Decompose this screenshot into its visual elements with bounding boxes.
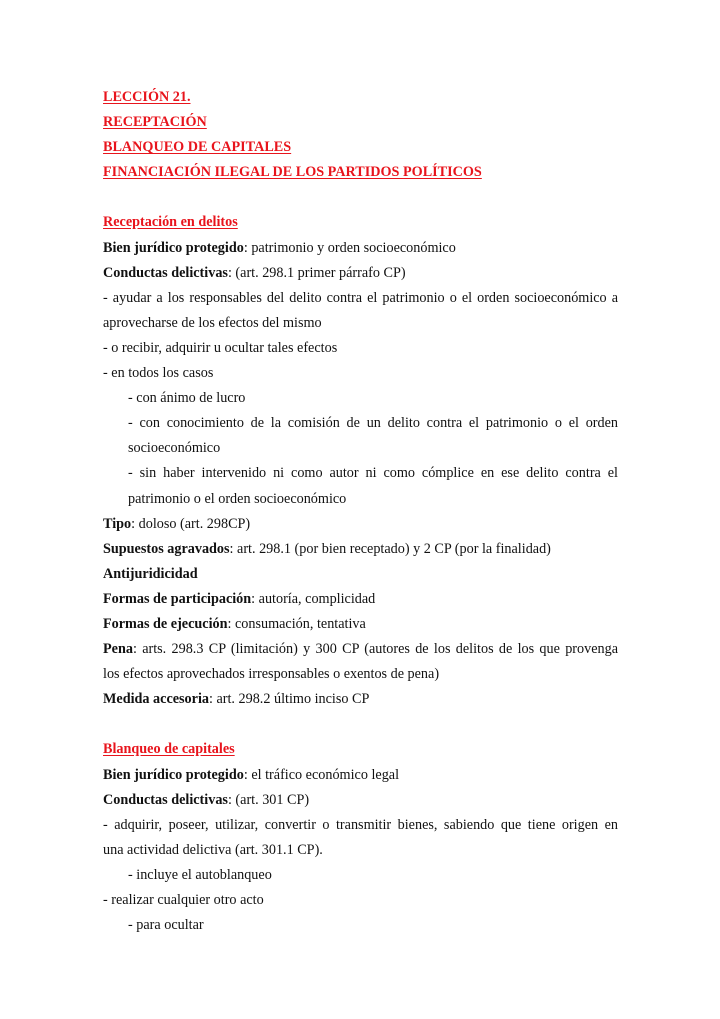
spacer [103,185,618,210]
list-item-cont: una actividad delictiva (art. 301.1 CP). [103,841,323,858]
sub-item: - con ánimo de lucro [128,390,246,407]
sub-item: - incluye el autoblanqueo [128,866,272,883]
value: : (art. 298.1 primer párrafo CP) [227,264,406,281]
medida-line [103,687,618,712]
value: : (art. 301 CP) [227,791,310,808]
spacer [103,712,618,737]
sub-item: - sin haber intervenido ni como autor ni como cómplice en ese delito contra el [128,465,618,482]
label: Medida accesoria [103,691,209,708]
list-item: - realizar cualquier otro acto [103,892,264,908]
label: Conductas delictivas [103,264,228,281]
pena-line-cont: los efectos aprovechados irresponsables o exentos de pena) [103,666,440,683]
value: : art. 298.2 último inciso CP [208,691,370,708]
label: Antijuridicidad [103,565,198,582]
ejecucion-line [103,612,618,637]
heading-leccion: LECCIÓN 21. [103,89,191,105]
label: Formas de participación [103,590,252,607]
value: : consumación, tentativa [227,615,366,632]
list-item-cont: aprovecharse de los efectos del mismo [103,314,322,331]
sub-item: - para ocultar [128,917,204,934]
label: Supuestos agravados [103,540,230,557]
participacion-line [103,587,618,612]
label: Bien jurídico protegido [103,766,244,783]
heading-financiacion: FINANCIACIÓN ILEGAL DE LOS PARTIDOS POLÍTICOS [103,164,482,181]
bien-juridico-line [103,763,618,788]
label: Conductas delictivas [103,791,228,808]
value: : el tráfico económico legal [243,766,400,783]
pena-line [103,637,618,662]
sub-item: - con conocimiento de la comisión de un delito contra el patrimonio o el orden [128,415,618,432]
heading-blanqueo: BLANQUEO DE CAPITALES [103,139,292,156]
tipo-line [103,512,618,537]
antijuridicidad-line [103,562,618,587]
section-title-receptacion: Receptación en delitos [103,214,238,231]
sub-item-cont: patrimonio o el orden socioeconómico [128,490,347,507]
list-item: - o recibir, adquirir u ocultar tales efectos [103,339,338,356]
value: : doloso (art. 298CP) [131,515,251,532]
value: : art. 298.1 (por bien receptado) y 2 CP (por la finalidad) [229,540,551,557]
section-title-blanqueo: Blanqueo de capitales [103,741,235,758]
value: : autoría, complicidad [251,590,376,607]
list-item: - ayudar a los responsables del delito contra el patrimonio o el orden socioeconómico a [103,289,618,306]
agravados-line [103,537,618,562]
label: Bien jurídico protegido [103,239,244,256]
label: Formas de ejecución [103,615,228,632]
conductas-line [103,261,618,286]
list-item: - adquirir, poseer, utilizar, convertir o transmitir bienes, sabiendo que tiene origen en [103,816,618,833]
document-page [103,85,618,938]
bien-juridico-line [103,236,618,261]
list-item: - en todos los casos [103,365,214,382]
label: Tipo [103,515,132,532]
sub-item-cont: socioeconómico [128,440,221,457]
value: : patrimonio y orden socioeconómico [243,239,456,256]
label: Pena [103,641,133,658]
value: : arts. 298.3 CP (limitación) y 300 CP (autores de los delitos de los que provenga [132,641,618,658]
conductas-line [103,788,618,813]
heading-receptacion: RECEPTACIÓN [103,114,207,131]
